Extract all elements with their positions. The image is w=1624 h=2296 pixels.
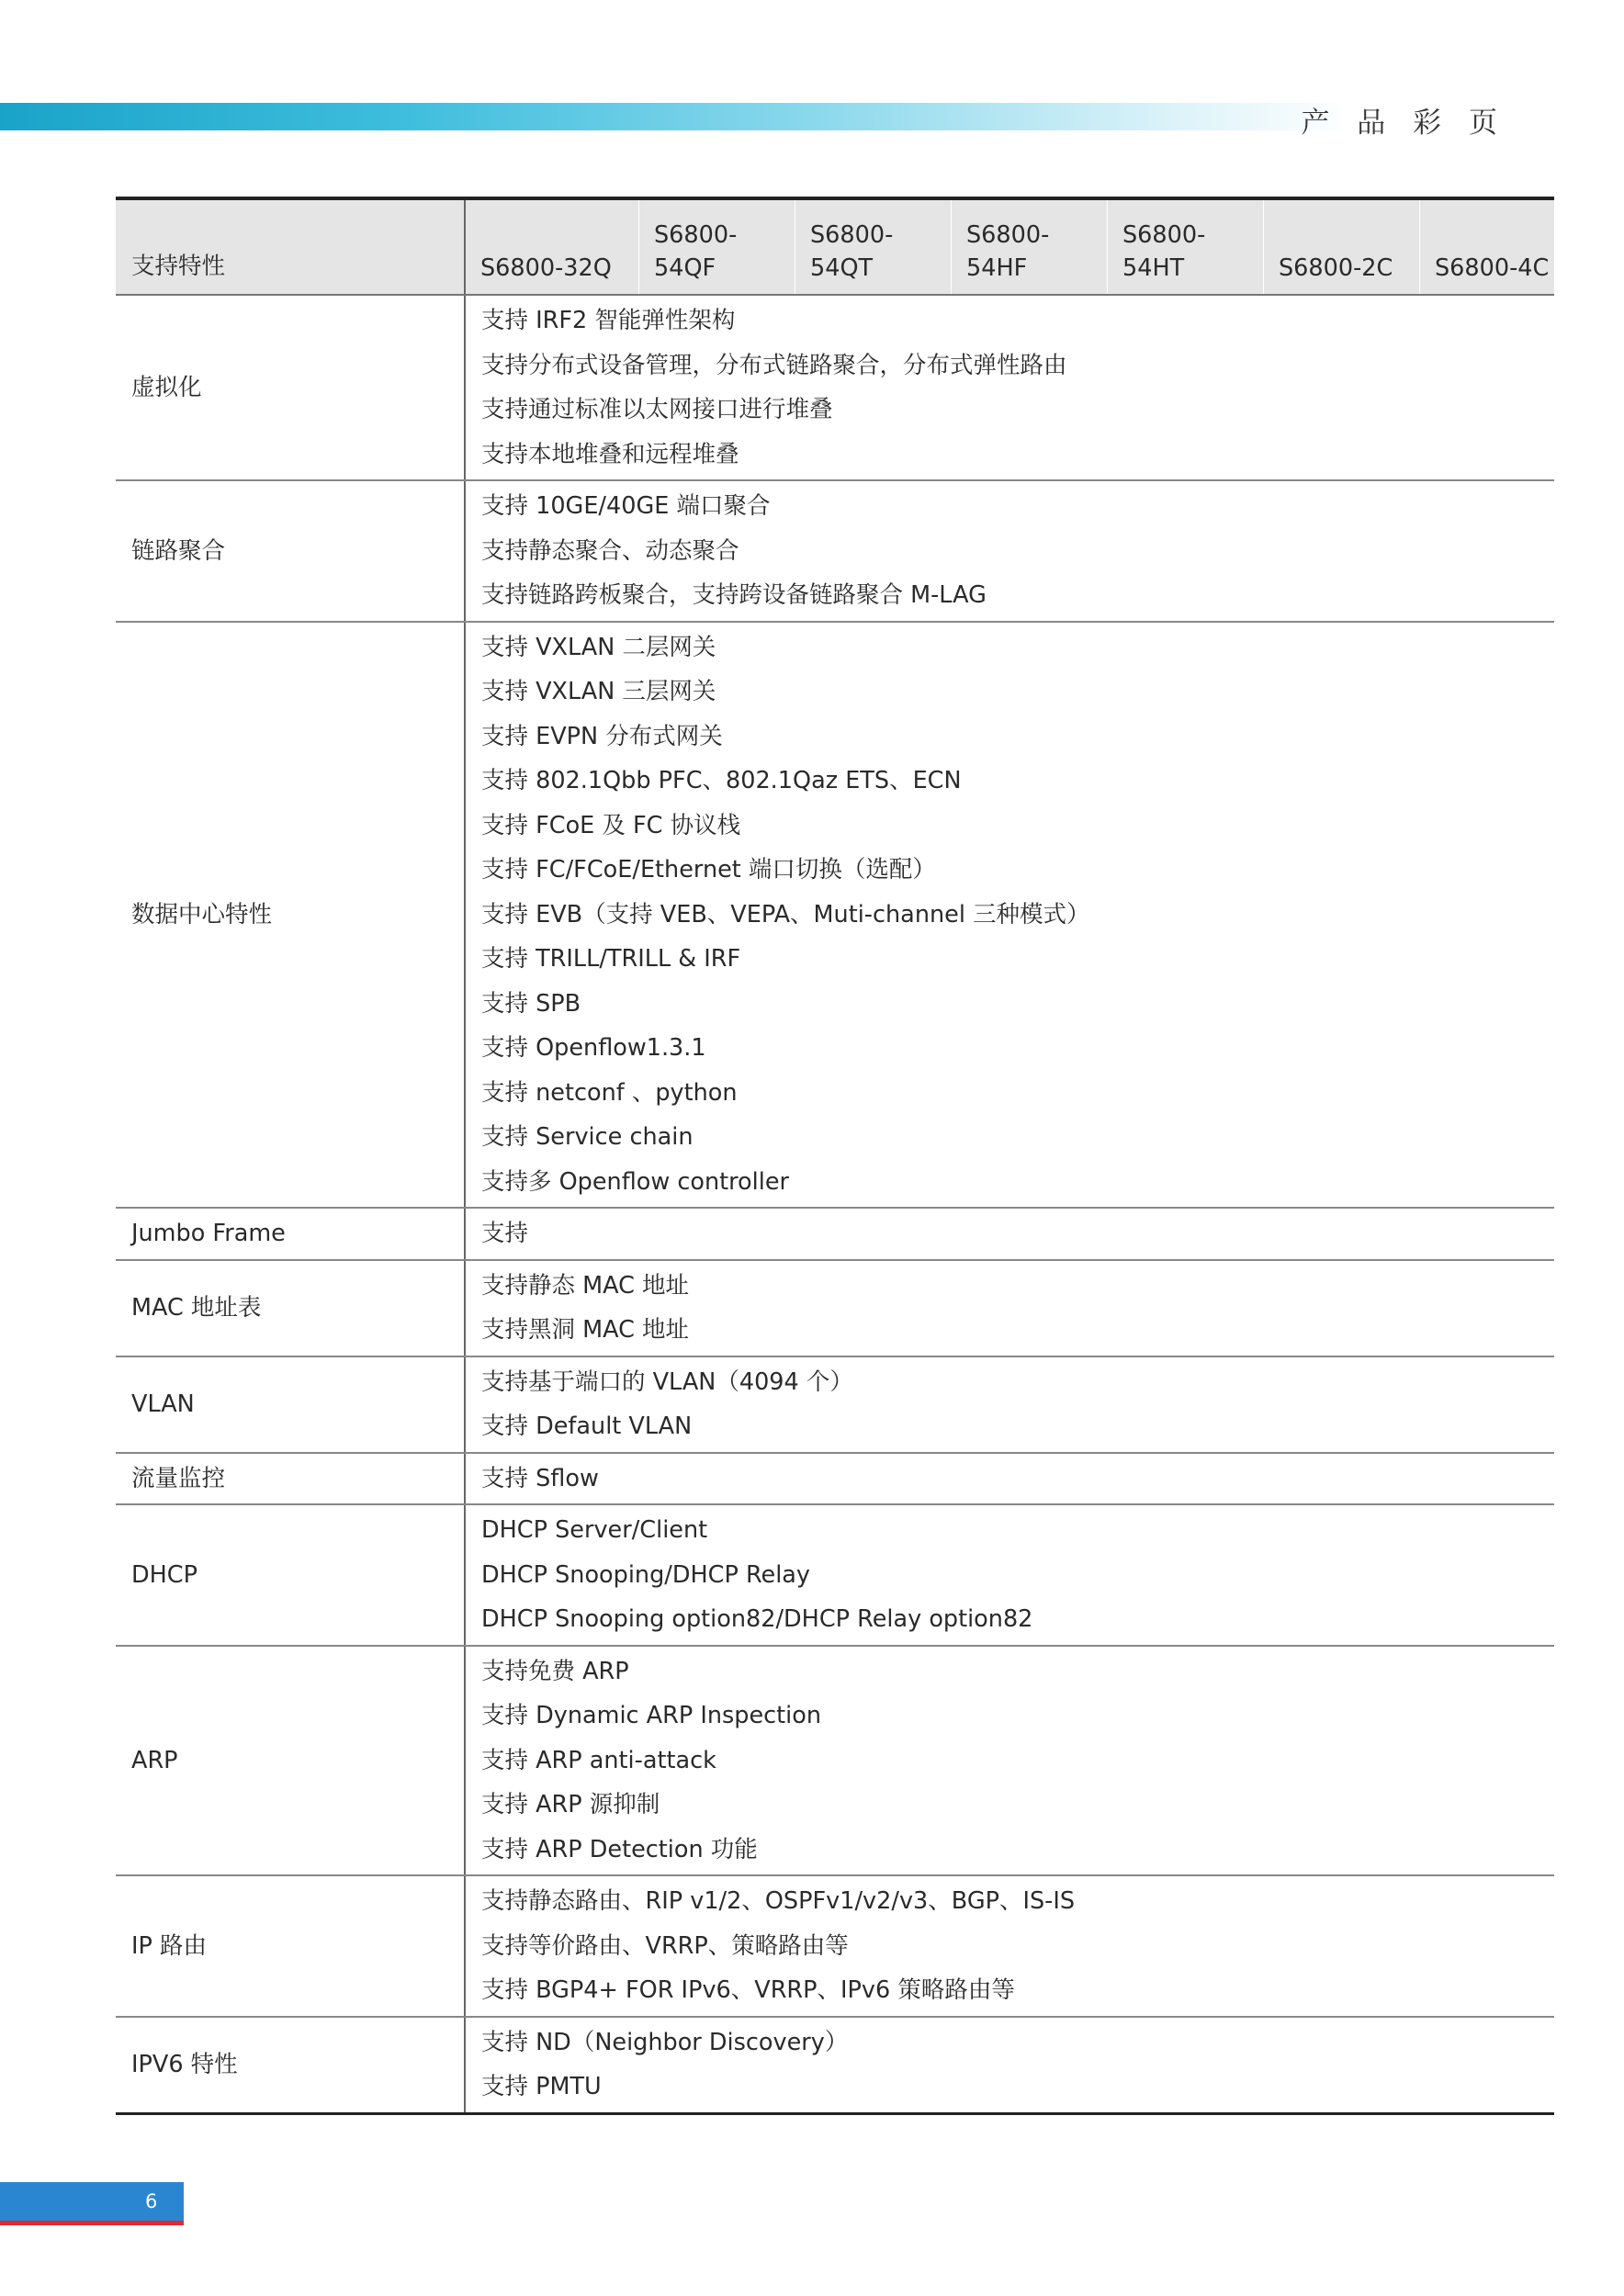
feature-detail-item: 支持 ARP Detection 功能 <box>481 1835 758 1863</box>
feature-details <box>465 2017 1554 2114</box>
feature-details <box>465 480 1554 622</box>
model-header: S6800-4C <box>1420 198 1555 295</box>
feature-detail-item: 支持 VXLAN 二层网关 <box>481 633 716 661</box>
feature-detail-item: 支持分布式设备管理，分布式链路聚合，分布式弹性路由 <box>481 351 1067 379</box>
feature-detail-item: 支持 EVPN 分布式网关 <box>481 722 723 750</box>
feature-name: VLAN <box>116 1356 465 1453</box>
feature-detail-item: 支持 ARP anti-attack <box>481 1746 716 1774</box>
feature-detail-item: 支持通过标准以太网接口进行堆叠 <box>481 396 833 423</box>
feature-name: 数据中心特性 <box>116 622 465 1209</box>
feature-details <box>465 622 1554 1209</box>
model-header: S6800-54QT <box>795 198 952 295</box>
feature-row <box>116 1646 1554 1876</box>
feature-detail-item: 支持 FC/FCoE/Ethernet 端口切换（选配） <box>481 856 936 884</box>
spec-table <box>116 197 1554 2115</box>
feature-detail-item: 支持等价路由、VRRP、策略路由等 <box>481 1931 849 1960</box>
feature-detail-item: 支持 <box>481 1220 529 1247</box>
feature-detail-item: 支持 Sflow <box>481 1464 599 1492</box>
feature-detail-item: 支持链路跨板聚合，支持跨设备链路聚合 M-LAG <box>481 581 987 609</box>
page-number: 6 <box>145 2190 158 2212</box>
model-header: S6800-32Q <box>465 198 639 295</box>
feature-details <box>465 1646 1554 1876</box>
feature-row <box>116 1356 1554 1453</box>
model-header: S6800-2C <box>1264 198 1420 295</box>
feature-name: IP 路由 <box>116 1875 465 2017</box>
feature-detail-item: 支持 VXLAN 三层网关 <box>481 678 716 705</box>
feature-row <box>116 1208 1554 1260</box>
feature-detail-item: 支持多 Openflow controller <box>481 1167 789 1196</box>
feature-details <box>465 1208 1554 1260</box>
feature-detail-item: 支持 10GE/40GE 端口聚合 <box>481 492 771 520</box>
feature-name: MAC 地址表 <box>116 1260 465 1356</box>
feature-detail-item: 支持 TRILL/TRILL & IRF <box>481 945 741 973</box>
feature-detail-item: 支持静态路由、RIP v1/2、OSPFv1/v2/v3、BGP、IS-IS <box>481 1887 1076 1915</box>
feature-detail-item: 支持本地堆叠和远程堆叠 <box>481 440 739 468</box>
feature-name: 链路聚合 <box>116 480 465 622</box>
feature-row <box>116 1875 1554 2017</box>
model-header: S6800-54HF <box>952 198 1108 295</box>
feature-row <box>116 480 1554 622</box>
feature-row <box>116 1453 1554 1505</box>
feature-row <box>116 1260 1554 1356</box>
feature-name: 虚拟化 <box>116 295 465 480</box>
feature-detail-item: 支持静态聚合、动态聚合 <box>481 536 739 565</box>
feature-detail-item: 支持 Service chain <box>481 1123 694 1151</box>
feature-detail-item: 支持 FCoE 及 FC 协议栈 <box>481 811 741 839</box>
table-header-row <box>116 198 1554 295</box>
feature-detail-item: DHCP Snooping/DHCP Relay <box>481 1560 811 1589</box>
feature-detail-item: 支持 IRF2 智能弹性架构 <box>481 307 736 334</box>
feature-detail-item: 支持基于端口的 VLAN（4094 个） <box>481 1367 853 1396</box>
column-header-feature: 支持特性 <box>116 198 465 295</box>
feature-name: ARP <box>116 1646 465 1876</box>
feature-detail-item: 支持免费 ARP <box>481 1657 629 1685</box>
model-header: S6800-54QF <box>639 198 795 295</box>
feature-detail-item: 支持 802.1Qbb PFC、802.1Qaz ETS、ECN <box>481 767 962 794</box>
feature-details <box>465 295 1554 480</box>
feature-details <box>465 1260 1554 1356</box>
feature-detail-item: 支持 Default VLAN <box>481 1412 693 1440</box>
feature-details <box>465 1504 1554 1646</box>
header-gradient-band <box>0 103 1350 130</box>
feature-name: 流量监控 <box>116 1453 465 1505</box>
feature-detail-item: 支持 Openflow1.3.1 <box>481 1034 706 1062</box>
feature-detail-item: 支持 netconf 、python <box>481 1078 738 1107</box>
feature-detail-item: 支持 SPB <box>481 989 581 1018</box>
feature-detail-item: 支持黑洞 MAC 地址 <box>481 1316 690 1344</box>
feature-row <box>116 622 1554 1209</box>
feature-detail-item: 支持 ND（Neighbor Discovery） <box>481 2028 849 2056</box>
model-header: S6800-54HT <box>1108 198 1264 295</box>
feature-detail-item: 支持 ARP 源抑制 <box>481 1791 660 1818</box>
feature-detail-item: 支持 BGP4+ FOR IPv6、VRRP、IPv6 策略路由等 <box>481 1976 1015 2004</box>
feature-detail-item: DHCP Snooping option82/DHCP Relay option82 <box>481 1605 1033 1633</box>
feature-detail-item: 支持静态 MAC 地址 <box>481 1271 690 1300</box>
feature-name: DHCP <box>116 1504 465 1646</box>
feature-detail-item: 支持 Dynamic ARP Inspection <box>481 1702 822 1729</box>
feature-details <box>465 1453 1554 1505</box>
feature-row <box>116 295 1554 480</box>
feature-row <box>116 2017 1554 2114</box>
feature-details <box>465 1356 1554 1453</box>
feature-name: IPV6 特性 <box>116 2017 465 2114</box>
feature-detail-item: 支持 PMTU <box>481 2073 602 2100</box>
feature-name: Jumbo Frame <box>116 1208 465 1260</box>
feature-detail-item: 支持 EVB（支持 VEB、VEPA、Muti-channel 三种模式） <box>481 900 1090 929</box>
feature-row <box>116 1504 1554 1646</box>
feature-detail-item: DHCP Server/Client <box>481 1516 708 1544</box>
feature-details <box>465 1875 1554 2017</box>
header-title: 产 品 彩 页 <box>1301 107 1506 140</box>
